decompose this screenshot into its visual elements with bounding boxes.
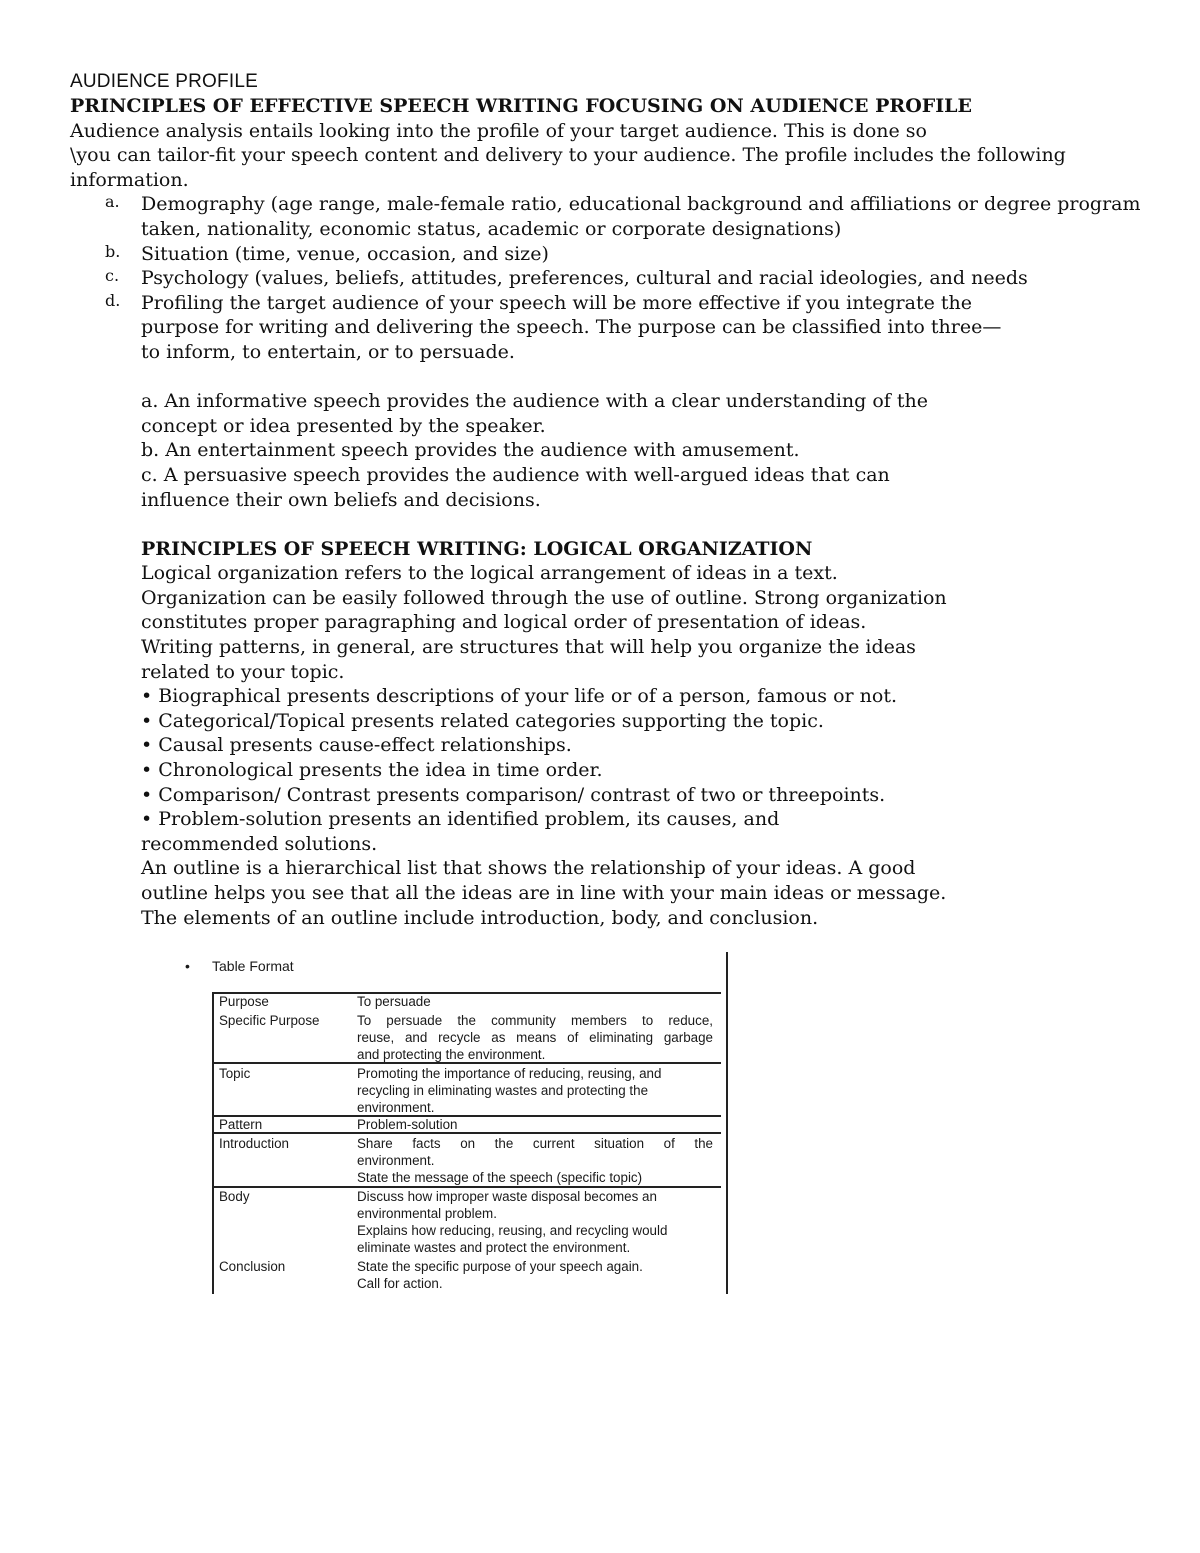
cell-line: recycling in eliminating wastes and protecting the: [357, 1083, 649, 1098]
paragraph-line: An outline is a hierarchical list that shows the relationship of your ideas. A good: [141, 857, 916, 880]
purpose-line: c. A persuasive speech provides the audience with well-argued ideas that can: [141, 463, 890, 486]
list-marker: c.: [105, 266, 120, 286]
table-title-text: Table Format: [212, 958, 294, 974]
topic-label: Topic: [219, 1066, 251, 1081]
cell-line: Call for action.: [357, 1276, 443, 1291]
pattern-value: Problem-solution: [357, 1117, 458, 1132]
table-rule: [212, 1132, 721, 1134]
bullet-item: • Chronological presents the idea in time order.: [141, 759, 603, 782]
table-format-image: [185, 952, 730, 1294]
list-text: Situation (time, venue, occasion, and size): [141, 242, 549, 265]
list-text: Psychology (values, beliefs, attitudes, preferences, cultural and racial ideologies, and needs: [141, 267, 1028, 290]
cell-line: To persuade the community members to reduce,: [357, 1013, 713, 1028]
introduction-value: [357, 1135, 713, 1186]
list-item: [70, 242, 1170, 267]
cell-line: eliminate wastes and protect the environment.: [357, 1240, 631, 1255]
purpose-value: To persuade: [357, 994, 431, 1009]
table-format-title: [185, 958, 294, 974]
paragraph-line: related to your topic.: [141, 660, 345, 683]
list-text: purpose for writing and delivering the speech. The purpose can be classified into three—: [141, 316, 1002, 339]
purpose-line: b. An entertainment speech provides the audience with amusement.: [141, 439, 800, 462]
bullet-item: • Biographical presents descriptions of your life or of a person, famous or not.: [141, 685, 898, 708]
bullet-icon: •: [185, 958, 190, 974]
conclusion-value: [357, 1258, 713, 1292]
table-border-left: [212, 992, 214, 1294]
paragraph-line: constitutes proper paragraphing and logical order of presentation of ideas.: [141, 611, 867, 634]
paragraph-line: outline helps you see that all the ideas are in line with your main ideas or message.: [141, 882, 947, 904]
body-value: [357, 1188, 713, 1256]
cell-line: and protecting the environment.: [357, 1047, 546, 1062]
paragraph-line: Organization can be easily followed through the use of outline. Strong organization: [141, 586, 947, 609]
conclusion-label: Conclusion: [219, 1259, 286, 1274]
document-page: [70, 70, 1170, 930]
cell-line: environment.: [357, 1153, 435, 1168]
cell-line: Explains how reducing, reusing, and recycling would: [357, 1223, 668, 1238]
cell-line: environment.: [357, 1100, 435, 1115]
table-border-right: [726, 952, 728, 1294]
purpose-line: influence their own beliefs and decisions.: [141, 488, 541, 511]
cell-line: Share facts on the current situation of the: [357, 1136, 713, 1151]
list-marker: b.: [105, 241, 121, 261]
purpose-label: Purpose: [219, 994, 269, 1009]
paragraph-line: Writing patterns, in general, are structures that will help you organize the ideas: [141, 636, 916, 659]
intro-line: information.: [70, 168, 189, 191]
intro-line: Audience analysis entails looking into the profile of your target audience. This is done so: [70, 119, 927, 142]
list-text: to inform, to entertain, or to persuade.: [141, 340, 515, 363]
body-label: Body: [219, 1189, 250, 1204]
list-item: [70, 266, 1170, 291]
intro-line: \you can tailor-fit your speech content and delivery to your audience. The profile includes the following: [70, 144, 1066, 167]
specific-purpose-value: [357, 1012, 713, 1063]
introduction-label: Introduction: [219, 1136, 289, 1151]
cell-line: reuse, and recycle as means of eliminating garbage: [357, 1030, 713, 1045]
cell-line: State the message of the speech (specific topic): [357, 1170, 643, 1185]
bullet-item: • Problem-solution presents an identified problem, its causes, and: [141, 808, 780, 831]
heading-logical-organization: PRINCIPLES OF SPEECH WRITING: LOGICAL ORGANIZATION: [141, 537, 813, 560]
table-rule: [212, 992, 721, 994]
cell-line: State the specific purpose of your speech again.: [357, 1259, 643, 1274]
audience-profile-label: AUDIENCE PROFILE: [70, 71, 258, 92]
specific-purpose-label: Specific Purpose: [219, 1013, 320, 1028]
paragraph-line: recommended solutions.: [141, 832, 378, 855]
purpose-line: concept or idea presented by the speaker.: [141, 414, 546, 437]
pattern-label: Pattern: [219, 1117, 263, 1132]
list-item: [70, 192, 1170, 241]
cell-line: Discuss how improper waste disposal becomes an: [357, 1189, 657, 1204]
paragraph-line: Logical organization refers to the logical arrangement of ideas in a text.: [141, 562, 838, 585]
cell-line: Promoting the importance of reducing, reusing, and: [357, 1066, 662, 1081]
list-marker: d.: [105, 290, 121, 310]
paragraph-line: The elements of an outline include introduction, body, and conclusion.: [141, 906, 819, 929]
cell-line: environmental problem.: [357, 1206, 497, 1221]
list-text: taken, nationality, economic status, academic or corporate designations): [141, 217, 842, 240]
bullet-item: • Comparison/ Contrast presents comparison/ contrast of two or threepoints.: [141, 783, 886, 806]
list-item: [70, 291, 1170, 365]
heading-audience-profile: PRINCIPLES OF EFFECTIVE SPEECH WRITING FOCUSING ON AUDIENCE PROFILE: [70, 95, 972, 117]
list-marker: a.: [105, 192, 120, 212]
list-text: Demography (age range, male-female ratio, educational background and affiliations or degree program: [141, 193, 1141, 216]
purpose-line: a. An informative speech provides the audience with a clear understanding of the: [141, 390, 928, 413]
list-text: Profiling the target audience of your speech will be more effective if you integrate the: [141, 291, 972, 314]
bullet-item: • Categorical/Topical presents related categories supporting the topic.: [141, 709, 824, 732]
bullet-item: • Causal presents cause-effect relationships.: [141, 734, 572, 757]
topic-value: [357, 1065, 713, 1116]
